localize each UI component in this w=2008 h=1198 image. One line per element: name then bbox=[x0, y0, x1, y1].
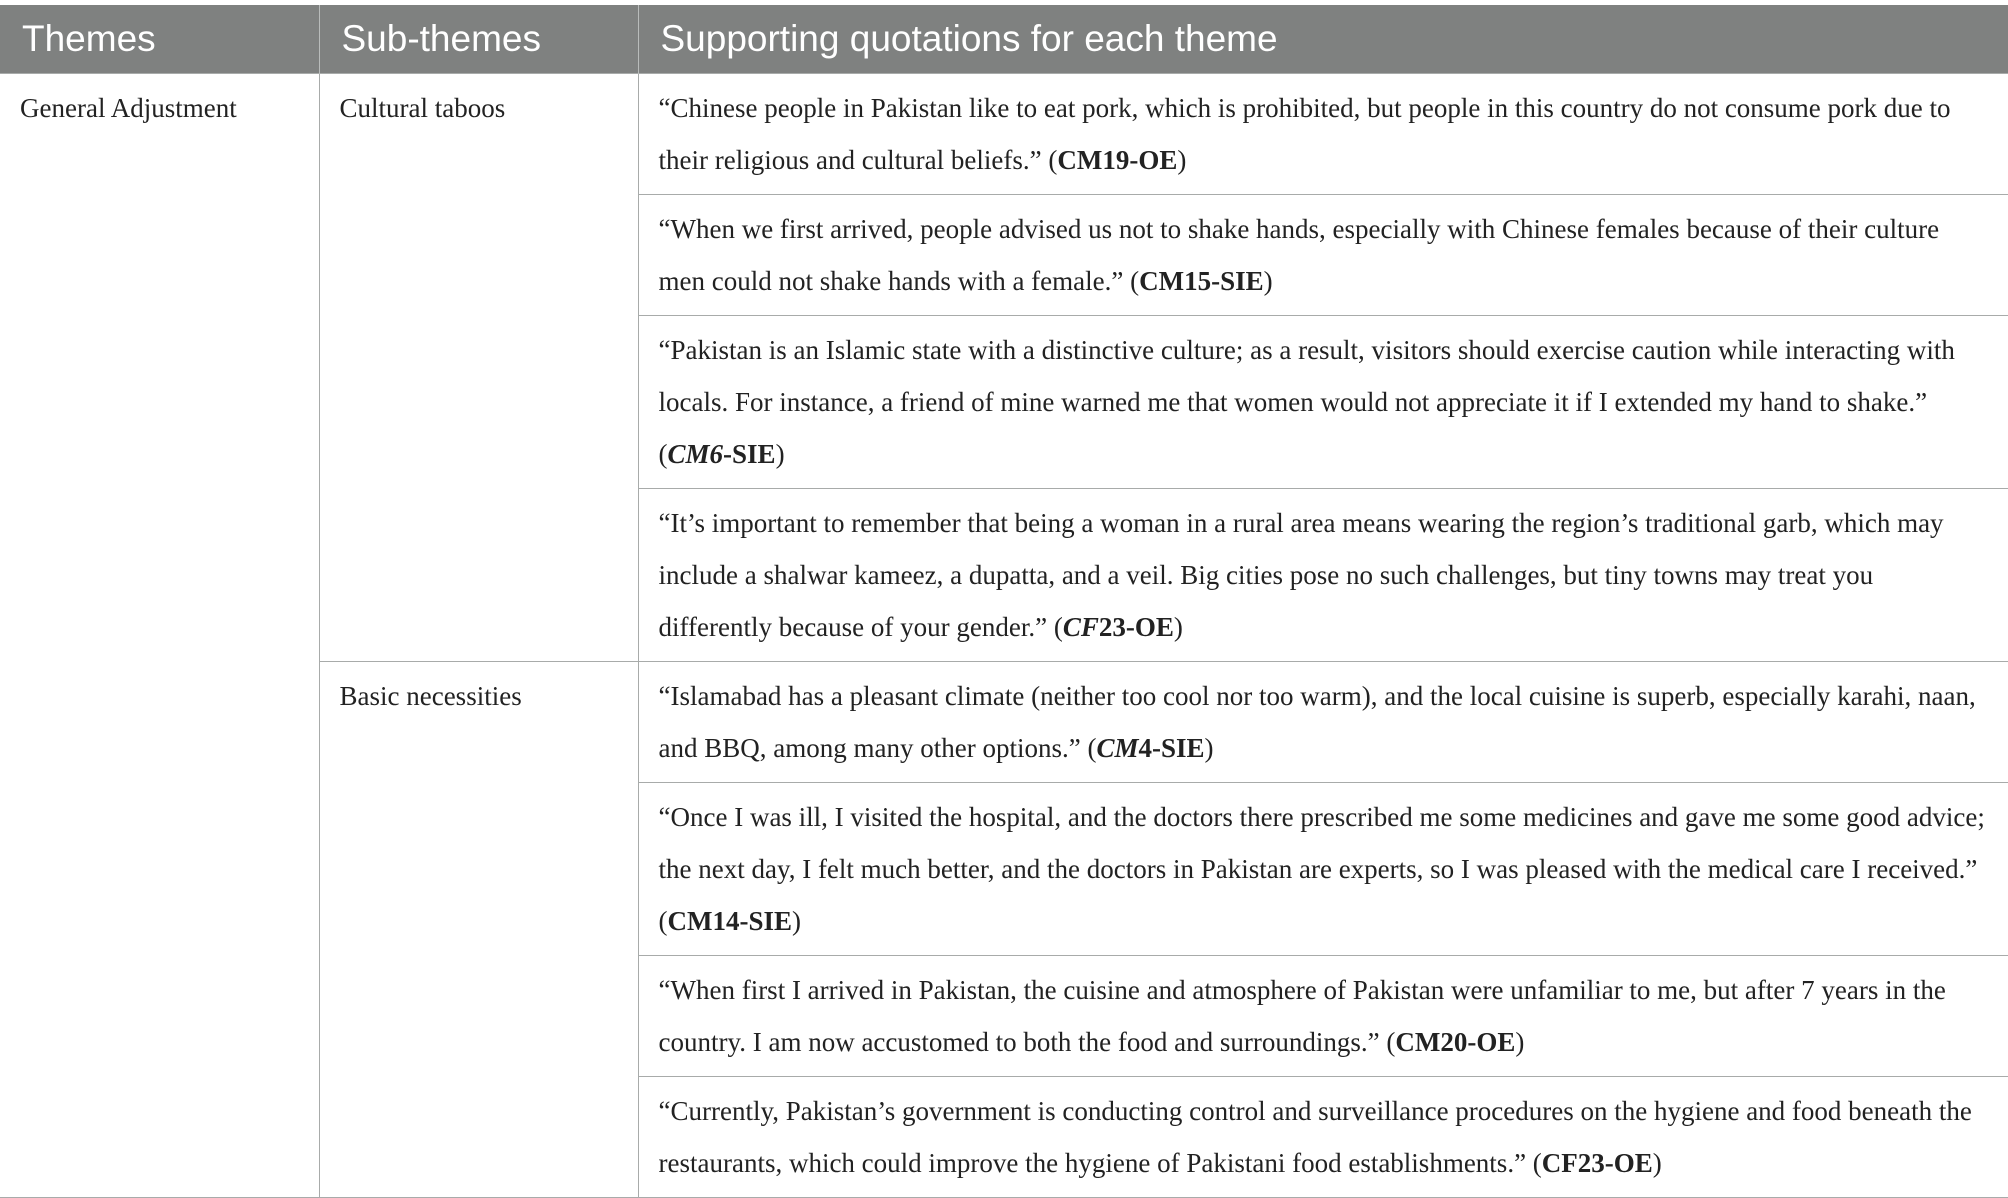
table-row bbox=[0, 74, 2008, 195]
theme-cell: General Adjustment bbox=[0, 74, 319, 1198]
participant-code: CM14-SIE bbox=[667, 906, 793, 936]
header-quotations: Supporting quotations for each theme bbox=[638, 5, 2008, 74]
quote-close: ) bbox=[1652, 1148, 1662, 1178]
quote-close: ) bbox=[1204, 733, 1214, 763]
quote-cell bbox=[638, 489, 2008, 662]
quote-cell bbox=[638, 662, 2008, 783]
participant-code: CF23-OE bbox=[1541, 1148, 1653, 1178]
participant-code: CM19-OE bbox=[1057, 145, 1178, 175]
header-row bbox=[0, 5, 2008, 74]
subtheme-cell-cultural-taboos: Cultural taboos bbox=[319, 74, 638, 662]
participant-code: CM20-OE bbox=[1395, 1027, 1516, 1057]
quote-text: “Pakistan is an Islamic state with a distinctive culture; as a result, visitors should exercise caution while interacting with locals. For instance, a friend of mine warned me that women would not appreciate it if I extended my hand to shake.” ( bbox=[658, 335, 1955, 469]
quote-close: ) bbox=[1515, 1027, 1525, 1057]
quote-text: “Currently, Pakistan’s government is conducting control and surveillance procedures on the hygiene and food beneath the restaurants, which could improve the hygiene of Pakistani food establishments.” ( bbox=[658, 1096, 1972, 1178]
participant-code: CM15-SIE bbox=[1139, 266, 1264, 296]
header-sub-themes: Sub-themes bbox=[319, 5, 638, 74]
quote-text: “It’s important to remember that being a woman in a rural area means wearing the region’s traditional garb, which may include a shalwar kameez, a dupatta, and a veil. Big cities pose no such challenges, but tiny towns may treat you differently because of your gender.” ( bbox=[658, 508, 1944, 642]
participant-code: -SIE bbox=[723, 439, 776, 469]
quote-close: ) bbox=[1177, 145, 1187, 175]
participant-code: 4-SIE bbox=[1138, 733, 1205, 763]
quote-cell bbox=[638, 783, 2008, 956]
quote-text: “When we first arrived, people advised us not to shake hands, especially with Chinese females because of their culture men could not shake hands with a female.” ( bbox=[658, 214, 1940, 296]
participant-code: 23-OE bbox=[1098, 612, 1174, 642]
participant-code-italic: CF bbox=[1062, 612, 1099, 642]
header-themes: Themes bbox=[0, 5, 319, 74]
subtheme-cell-basic-necessities: Basic necessities bbox=[319, 662, 638, 1198]
table-body bbox=[0, 74, 2008, 1198]
quote-cell bbox=[638, 195, 2008, 316]
themes-table bbox=[0, 5, 2008, 1198]
quote-close: ) bbox=[792, 906, 802, 936]
participant-code-italic: CM bbox=[1096, 733, 1139, 763]
quote-cell bbox=[638, 1077, 2008, 1198]
quote-text: “When first I arrived in Pakistan, the cuisine and atmosphere of Pakistan were unfamiliar to me, but after 7 years in the country. I am now accustomed to both the food and surroundings.” ( bbox=[658, 975, 1946, 1057]
quote-cell bbox=[638, 956, 2008, 1077]
participant-code-italic: CM6 bbox=[667, 439, 724, 469]
table-header bbox=[0, 5, 2008, 74]
quote-close: ) bbox=[1263, 266, 1273, 296]
quote-text: “Islamabad has a pleasant climate (neither too cool nor too warm), and the local cuisine is superb, especially karahi, naan, and BBQ, among many other options.” ( bbox=[658, 681, 1976, 763]
quote-cell bbox=[638, 74, 2008, 195]
quote-close: ) bbox=[775, 439, 785, 469]
quote-close: ) bbox=[1173, 612, 1183, 642]
quote-cell bbox=[638, 316, 2008, 489]
quote-text: “Once I was ill, I visited the hospital, and the doctors there prescribed me some medicines and gave me some good advice; the next day, I felt much better, and the doctors in Pakistan are experts, so I was pleased with the medical care I received.” ( bbox=[658, 802, 1985, 936]
quote-text: “Chinese people in Pakistan like to eat pork, which is prohibited, but people in this country do not consume pork due to their religious and cultural beliefs.” ( bbox=[658, 93, 1951, 175]
